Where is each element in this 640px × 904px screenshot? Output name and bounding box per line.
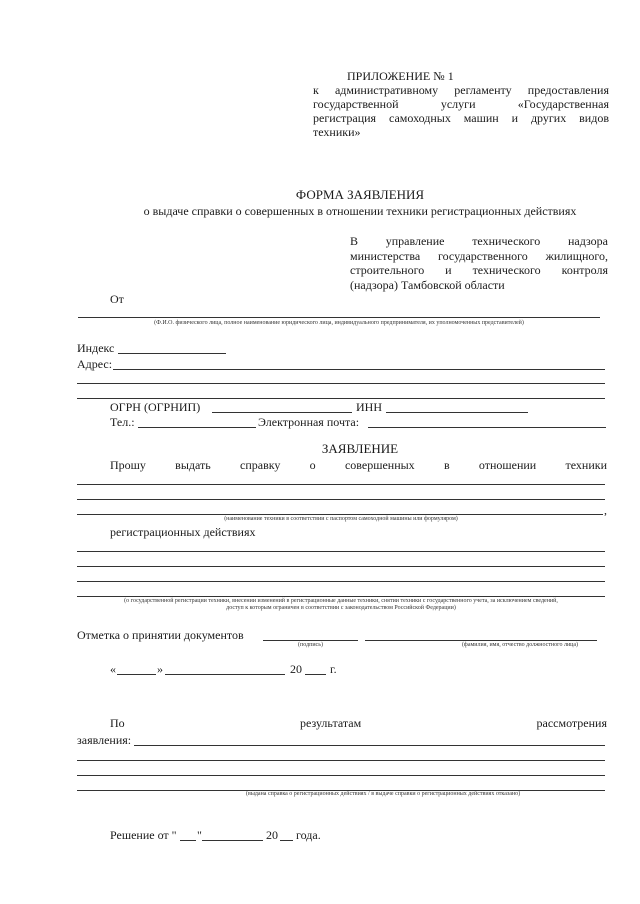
addressee-block — [350, 234, 608, 292]
machine-input-1[interactable] — [77, 472, 605, 485]
decision-day-input[interactable] — [180, 828, 196, 841]
decision-year-prefix: 20 — [266, 828, 278, 842]
applicant-name-input[interactable] — [78, 305, 600, 318]
address-input-2[interactable] — [77, 371, 605, 384]
form-title: ФОРМА ЗАЯВЛЕНИЯ — [295, 187, 425, 202]
acceptance-name-input[interactable] — [365, 628, 597, 641]
actions-input-4[interactable] — [77, 584, 605, 597]
request-text: Прошу выдать справку о совершенных в отношении техники — [110, 458, 607, 472]
machine-input-2[interactable] — [77, 487, 605, 500]
machine-caption: (наименование техники в соответствии с паспортом самоходной машины или формуляром) — [224, 516, 458, 522]
applicant-name-caption: (Ф.И.О. физического лица, полное наименование юридического лица, индивидуального предпринимателя, их уполномоченных представителей) — [154, 320, 524, 326]
email-label: Электронная почта: — [258, 415, 360, 429]
machine-input-3[interactable] — [77, 502, 603, 515]
year-suffix: г. — [330, 662, 337, 676]
actions-input-2[interactable] — [77, 554, 605, 567]
appendix-line-2: государственной услуги «Государственная — [313, 97, 609, 111]
ogrn-label: ОГРН (ОГРНИП) — [110, 400, 201, 414]
year-prefix: 20 — [290, 662, 302, 676]
appendix-line-4: техники» — [313, 125, 361, 139]
address-input-1[interactable] — [113, 357, 605, 370]
ogrn-input[interactable] — [212, 400, 352, 413]
tel-label: Тел.: — [110, 415, 135, 429]
decision-month-input[interactable] — [202, 828, 263, 841]
date-open-quote: « — [110, 662, 116, 676]
statement-title: ЗАЯВЛЕНИЕ — [321, 441, 399, 456]
decision-year-input[interactable] — [280, 828, 293, 841]
acceptance-label: Отметка о принятии документов — [77, 628, 244, 642]
acceptance-year-input[interactable] — [305, 662, 326, 675]
form-subtitle: о выдаче справки о совершенных в отношении техники регистрационных действиях — [143, 204, 577, 218]
index-input[interactable] — [118, 341, 226, 354]
appendix-title: ПРИЛОЖЕНИЕ № 1 — [347, 69, 454, 83]
reg-actions-text: регистрационных действиях — [110, 525, 256, 539]
date-close-quote: » — [157, 662, 163, 676]
tel-input[interactable] — [138, 415, 256, 428]
address-label: Адрес: — [77, 357, 113, 371]
acceptance-day-input[interactable] — [117, 662, 156, 675]
address-input-3[interactable] — [77, 386, 605, 399]
result-text: По результатам рассмотрения — [110, 716, 607, 730]
actions-caption-1: (о государственной регистрации техники, внесении изменений в регистрационные данные техники, снятии техники с государственного учета, за исключением сведений, — [124, 598, 558, 604]
email-input[interactable] — [368, 415, 606, 428]
inn-label: ИНН — [356, 400, 382, 414]
signature-caption: (подпись) — [298, 642, 323, 648]
actions-input-3[interactable] — [77, 569, 605, 582]
result-input-3[interactable] — [77, 763, 605, 776]
machine-comma: , — [604, 503, 607, 517]
decision-mid-quote: " — [197, 828, 202, 842]
appendix-line-1: к административному регламенту предоставления — [313, 83, 609, 97]
result-input-4[interactable] — [77, 778, 605, 791]
addressee-line-3: строительного и технического контроля — [350, 263, 608, 277]
addressee-line-2: министерства государственного жилищного, — [350, 248, 608, 263]
decision-suffix: года. — [296, 828, 321, 842]
result-cont-label: заявления: — [77, 733, 132, 747]
inn-input[interactable] — [386, 400, 528, 413]
result-input-1[interactable] — [134, 733, 605, 746]
decision-prefix: Решение от " — [110, 828, 177, 842]
index-label: Индекс — [77, 341, 115, 355]
result-caption: (выдана справка о регистрационных действиях / в выдаче справки о регистрационных действиях отказано) — [246, 791, 521, 797]
actions-caption-2: доступ к которым ограничен в соответствии с законодательством Российской Федерации) — [226, 605, 456, 611]
acceptance-month-input[interactable] — [165, 662, 285, 675]
addressee-line-1: В управление технического надзора — [350, 234, 608, 248]
addressee-line-4: (надзора) Тамбовской области — [350, 277, 505, 292]
actions-input-1[interactable] — [77, 539, 605, 552]
result-input-2[interactable] — [77, 748, 605, 761]
from-label: От — [110, 292, 124, 306]
appendix-block — [313, 69, 609, 139]
acceptance-signature-input[interactable] — [263, 628, 358, 641]
official-name-caption: (фамилия, имя, отчество должностного лица) — [461, 642, 579, 648]
appendix-line-3: регистрация самоходных машин и других видов — [313, 111, 609, 125]
